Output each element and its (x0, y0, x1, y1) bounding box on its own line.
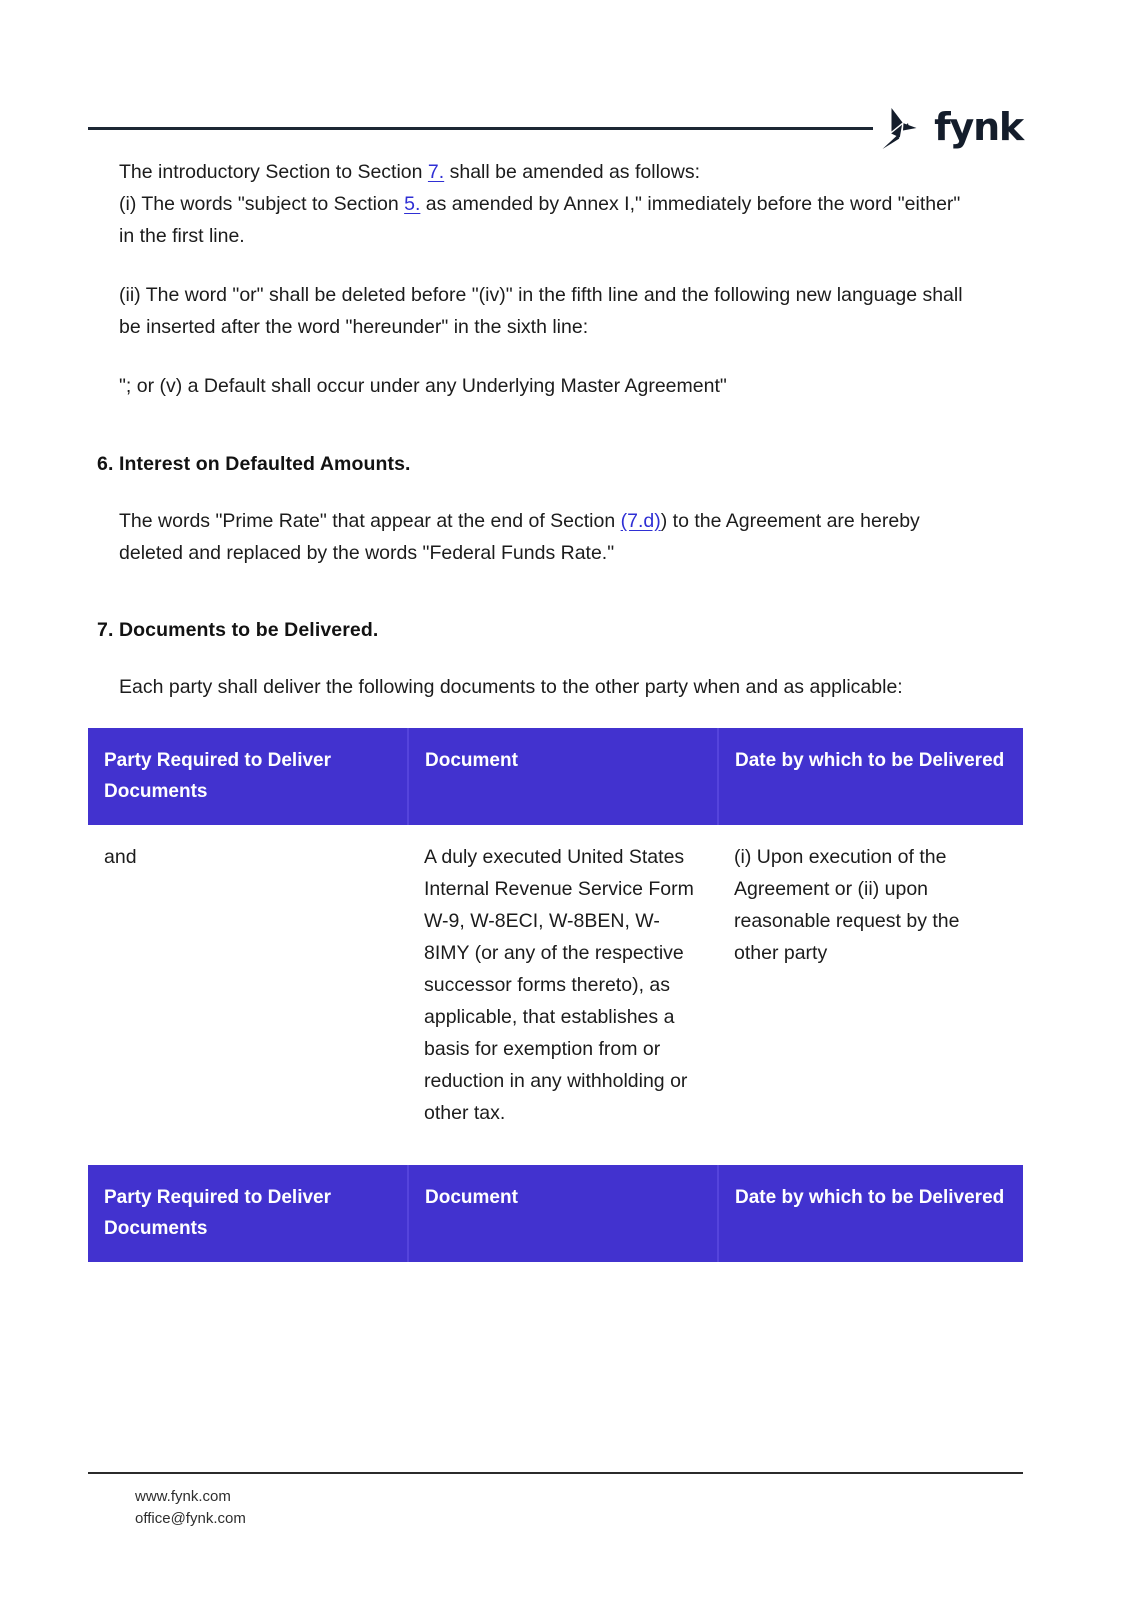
clause-i-after: as amended by Annex I," immediately before the word "either" in the first line. (119, 193, 961, 247)
table-2-header-date: Date by which to be Delivered (718, 1165, 1023, 1262)
table-1-header-document: Document (408, 728, 718, 825)
paragraph-clause-i (88, 188, 978, 252)
header-divider (88, 127, 873, 130)
section-6-before: The words "Prime Rate" that appear at the end of Section (119, 510, 621, 532)
section-5-link[interactable]: 5. (404, 193, 421, 215)
documents-table-2 (88, 1165, 1023, 1262)
paragraph-clause-ii: (ii) The word "or" shall be deleted before "(iv)" in the fifth line and the following new language shall be inserted after the word "hereunder" in the sixth line: (119, 284, 963, 338)
table-1-cell-party: and (88, 825, 408, 1147)
table-spacer (88, 1147, 1023, 1165)
brand-wordmark: fynk (934, 105, 1023, 149)
paragraph-section-6-body (88, 505, 978, 569)
intro-after: shall be amended as follows: (444, 161, 701, 183)
section-7-link[interactable]: 7. (427, 161, 445, 183)
section-7d-link[interactable]: (7.d) (620, 510, 661, 532)
table-2-header-document: Document (408, 1165, 718, 1262)
section-7-heading: 7. Documents to be Delivered. (97, 619, 379, 641)
intro-before: The introductory Section to Section (119, 161, 428, 183)
paragraph-section-7-intro: Each party shall deliver the following documents to the other party when and as applicable: (119, 676, 903, 698)
footer-website[interactable]: www.fynk.com (135, 1488, 231, 1505)
footer-contact (88, 1474, 1023, 1530)
paragraph-intro-section (88, 156, 978, 188)
section-6-after: ) to the Agreement are hereby deleted and replaced by the words "Federal Funds Rate." (119, 510, 920, 564)
origami-bird-icon (878, 106, 924, 150)
table-2-header-party: Party Required to Deliver Documents (88, 1165, 408, 1262)
table-header-row (88, 1165, 1023, 1262)
table-1-header-date: Date by which to be Delivered (718, 728, 1023, 825)
paragraph-clause-quote: "; or (v) a Default shall occur under any Underlying Master Agreement" (119, 375, 727, 397)
section-6-block (88, 450, 1023, 569)
table-1-header-party: Party Required to Deliver Documents (88, 728, 408, 825)
section-6-heading: 6. Interest on Defaulted Amounts. (97, 453, 411, 475)
table-header-row (88, 728, 1023, 825)
table-1-cell-date: (i) Upon execution of the Agreement or (ii) upon reasonable request by the other party (718, 825, 1023, 1147)
document-header (88, 100, 1023, 156)
documents-table-1 (88, 728, 1023, 1147)
table-row (88, 825, 1023, 1147)
document-body (88, 156, 1023, 1262)
clause-i-before: (i) The words "subject to Section (119, 193, 405, 215)
document-footer (88, 1472, 1023, 1530)
table-1-cell-document: A duly executed United States Internal Revenue Service Form W-9, W-8ECI, W-8BEN, W-8IMY (or any of the respective successor forms thereto), as applicable, that establishes a basis for exemption from or reduction in any withholding or other tax. (408, 825, 718, 1147)
section-7-block (88, 616, 1023, 703)
footer-email[interactable]: office@fynk.com (135, 1510, 246, 1527)
brand-logo (878, 100, 1023, 156)
